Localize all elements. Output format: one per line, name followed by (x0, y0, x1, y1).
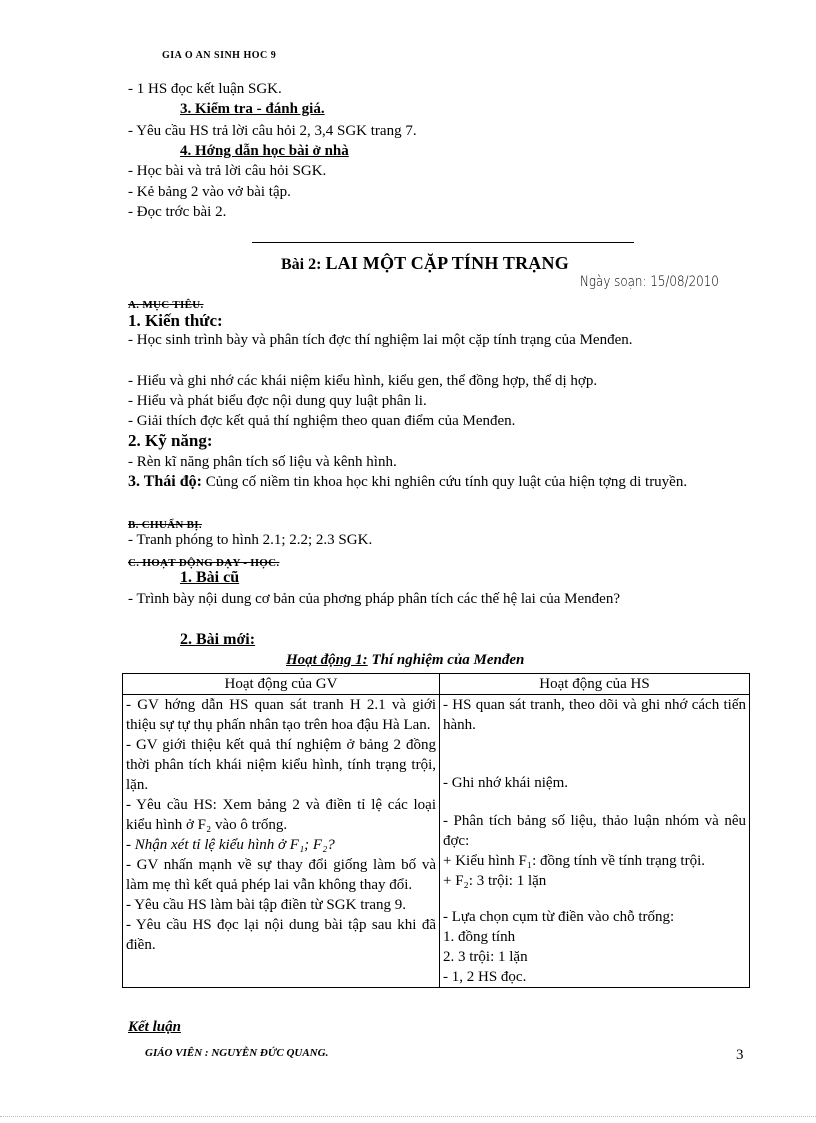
hs-item: - Lựa chọn cụm từ điền vào chỗ trống: (443, 909, 675, 925)
text-line: - Học bài và trả lời câu hỏi SGK. (128, 163, 327, 179)
text-line: - Hiểu và ghi nhớ các khái niệm kiểu hình, kiểu gen, thể đồng hợp, thể dị hợp. (128, 373, 598, 389)
section-heading-homework: 4. Hớng dẫn học bài ở nhà (180, 143, 349, 159)
gv-item: - Yêu cầu HS: Xem bảng 2 và điền tỉ lệ các loại kiểu hình ở F₂ vào ô trống. (126, 797, 436, 833)
hs-item: - 1, 2 HS đọc. (443, 969, 527, 985)
subsection-skills: 2. Kỹ năng: (128, 431, 213, 450)
text-paragraph: - Trình bày nội dung cơ bản của phơng pháp phân tích các thế hệ lai của Menđen? (128, 591, 620, 607)
gv-item: - GV giới thiệu kết quả thí nghiệm ở bảng 2 đồng thời phân tích khái niệm kiểu hình, tính trạng trội, lặn. (126, 737, 436, 793)
attitude-text: Củng cố niềm tin khoa học khi nghiên cứu tính quy luật của hiện tợng di truyền. (205, 474, 688, 490)
column-header-hs: Hoạt động của HS (440, 674, 750, 695)
footer-teacher: GIÁO VIÊN : NGUYỄN ĐỨC QUANG. (145, 1047, 329, 1059)
hs-item: + Kiểu hình F₁: đồng tính về tính trạng trội. (443, 853, 706, 869)
text-line: - 1 HS đọc kết luận SGK. (128, 81, 282, 97)
lesson-date: Ngày soạn: 15/08/2010 (580, 274, 719, 290)
text-paragraph: - Học sinh trình bày và phân tích đợc thí nghiệm lai một cặp tính trạng của Menđen. (128, 332, 633, 348)
text-line: - Kẻ bảng 2 vào vở bài tập. (128, 184, 291, 200)
hs-item: 1. đồng tính (443, 929, 516, 945)
subsection-new-lesson: 2. Bài mới: (180, 631, 256, 648)
gv-item: - GV nhấn mạnh về sự thay đổi giống làm bố và làm mẹ thì kết quả phép lai vẫn không thay đổi. (126, 857, 436, 893)
page-number: 3 (736, 1047, 744, 1063)
hs-item: - HS quan sát tranh, theo dõi và ghi nhớ cách tiến hành. (443, 697, 746, 733)
table-caption-text: Thí nghiệm của Menđen (367, 652, 525, 668)
subsection-old-lesson: 1. Bài cũ (180, 569, 240, 586)
lesson-title (281, 253, 569, 274)
text-line: - Đọc trớc bài 2. (128, 204, 227, 220)
section-b-heading: B. CHUẨN BỊ. (128, 519, 202, 531)
hs-cell (440, 695, 750, 988)
lesson-label: Bài 2: (281, 256, 322, 273)
hs-item: - Ghi nhớ khái niệm. (443, 775, 568, 791)
attitude-label: 3. Thái độ: (128, 473, 202, 490)
hs-item: 2. 3 trội: 1 lặn (443, 949, 528, 965)
table-caption (286, 652, 524, 669)
gv-cell (123, 695, 440, 988)
section-heading-check: 3. Kiểm tra - đánh giá. (180, 101, 325, 117)
column-header-gv: Hoạt động của GV (123, 674, 440, 695)
table-caption-label: Hoạt động 1: (286, 652, 368, 668)
page-bottom-rule (0, 1116, 816, 1117)
section-a-heading: A. MỤC TIÊU. (128, 299, 204, 311)
gv-item: - GV hớng dẫn HS quan sát tranh H 2.1 và giới thiệu sự tự thụ phấn nhân tạo trên hoa đậu Hà Lan. (126, 697, 436, 733)
divider-rule (252, 242, 634, 243)
text-line: - Tranh phóng to hình 2.1; 2.2; 2.3 SGK. (128, 532, 373, 548)
gv-item: - Nhận xét tỉ lệ kiểu hình ở F₁; F₂? (126, 837, 335, 853)
text-line: - Hiểu và phát biểu đợc nội dung quy luật phân li. (128, 393, 427, 409)
subsection-knowledge: 1. Kiến thức: (128, 311, 223, 330)
gv-item: - Yêu cầu HS đọc lại nội dung bài tập sau khi đã điền. (126, 917, 436, 953)
conclusion-heading: Kết luận (128, 1019, 181, 1035)
page-header: GIA O AN SINH HOC 9 (162, 50, 277, 61)
text-paragraph (128, 472, 746, 492)
text-line: - Giải thích đợc kết quả thí nghiệm theo quan điểm của Menđen. (128, 413, 516, 429)
gv-item: - Yêu cầu HS làm bài tập điền từ SGK trang 9. (126, 897, 407, 913)
section-c-heading: C. HOẠT ĐỘNG DẠY - HỌC. (128, 557, 280, 569)
text-line: - Yêu cầu HS trả lời câu hỏi 2, 3,4 SGK trang 7. (128, 123, 417, 139)
text-line: - Rèn kĩ năng phân tích số liệu và kênh hình. (128, 454, 397, 470)
lesson-name: LAI MỘT CẶP TÍNH TRẠNG (325, 253, 569, 273)
activity-table (122, 673, 750, 988)
hs-item: + F₂: 3 trội: 1 lặn (443, 873, 547, 889)
hs-item: - Phân tích bảng số liệu, thảo luận nhóm và nêu đợc: (443, 813, 746, 849)
